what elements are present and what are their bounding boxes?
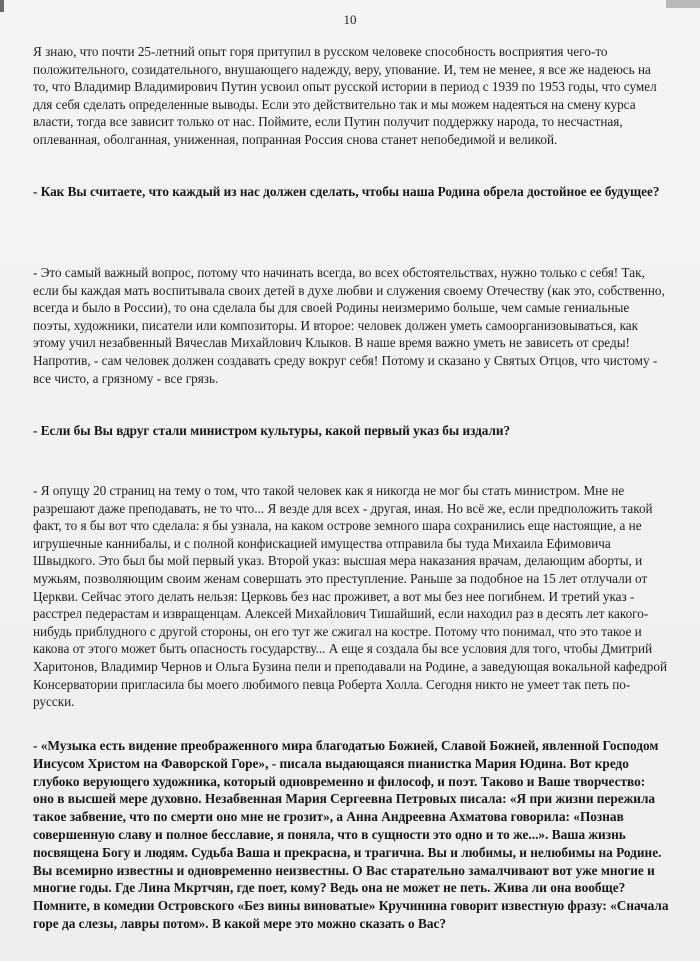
page-number: 10 [343,12,357,27]
question: - «Музыка есть видение преображенного мира благодатью Божией, Славой Божией, явленной Господом Иисусом Христом на Фаворской Горе», - писала выдающаяся пианистка Мария Юдина. Вот кредо глубоко верующего художника, который одновременно и философ, и поэт. Таково и Ваше творчество: оно в высшей мере духовно. Незабвенная Мария Сергеевна Петровых писала: «Я при жизни пережила такое забвение, что по смерти оно мне не грозит», а Анна Андреевна Ахматова говорила: «Познав совершенную славу и полное бесславие, я поняла, что в сущности это одно и то же...». Ваша жизнь посвящена Богу и людям. Судьба Ваша и прекрасна, и трагична. Вы и любимы, и нелюбимы на Родине. Вы всемирно известны и одновременно неизвестны. О Вас старательно замалчивают вот уже многие и многие годы. Где Лина Мкртчян, где поет, кому? Ведь она не может не петь. Жива ли она вообще? Помните, в комедии Островского «Без вины виноватые» Кручинина говорит известную фразу: «Сначала горе да слезы, лавры потом». В какой мере это можно сказать о Вас? [33,738,669,931]
question: - Как Вы считаете, что каждый из нас должен сделать, чтобы наша Родина обрела достойное ее будущее? [33,184,660,199]
paragraph: - Это самый важный вопрос, потому что начинать всегда, во всех обстоятельствах, нужно только с себя! Так, если бы каждая мать воспитывала своих детей в духе любви и служения своему Отечеству (как это, собственно, всегда и было в России), то она сделала бы для своей Родины неизмеримо больше, чем самые гениальные поэты, художники, писатели или композиторы. И второе: человек должен уметь самоорганизовываться, как этому учил незабвенный Вячеслав Михайлович Клыков. В наше время важно уметь не зависеть от среды! Напротив, - сам человек должен создавать среду вокруг себя! Потому и сказано у Святых Отцов, что чистому - все чисто, а грязному - все грязь. [33,265,665,386]
scan-edge-mark [666,0,700,8]
paragraph: - Я опущу 20 страниц на тему о том, что такой человек как я никогда не мог бы стать министром. Мне не разрешают даже преподавать, не то что... Я везде для всех - другая, иная. Но всё же, если предположить такой факт, то я бы вот что сделала: я бы узнала, на каком острове земного шара сохранились еще настоящие, а не игрушечные каннибалы, и с полной конфискацией имущества отправила бы туда Михаила Ефимовича Швыдкого. Это был бы мой первый указ. Второй указ: высшая мера наказания врачам, делающим аборты, и мужьям, позволяющим своим женам совершать это преступление. Раньше за подобное на 15 лет отлучали от Церкви. Сейчас этого делать нельзя: Церковь без нас проживет, а вот мы без нее погибнем. И третий указ - расстрел педерастам и извращенцам. Алексей Михайлович Тишайший, если находил раз в десять лет какого-нибудь приблудного с другой стороны, он его тут же сжигал на костре. Потому что понимал, что это такое и какова от этого может быть опасность государству... А еще я создала бы все условия для того, чтобы Дмитрий Харитонов, Владимир Чернов и Ольга Бузина пели и преподавали на Родине, а заведующая вокальной кафедрой Консерватории пригласила бы моего любимого певца Роберта Холла. Сегодня никто не умеет так петь по-русски. [33,483,668,710]
paragraph: Я знаю, что почти 25-летний опыт горя притупил в русском человеке способность восприятия чего-то положительного, созидательного, внушающего надежду, веру, упование. И, тем не менее, я все же надеюсь на то, что Владимир Владимирович Путин усвоил опыт русской истории в период с 1939 по 1953 годы, что сумел для себя сделать определенные выводы. Если это действительно так и мы можем надеяться на смену курса власти, тогда все зависит только от нас. Поймите, если Путин получит поддержку народа, то несчастная, оплеванная, оболганная, униженная, попранная Россия снова станет непобедимой и великой. [33,44,657,147]
question: - Если бы Вы вдруг стали министром культуры, какой первый указ бы издали? [33,423,511,438]
scan-edge-mark [0,0,4,12]
